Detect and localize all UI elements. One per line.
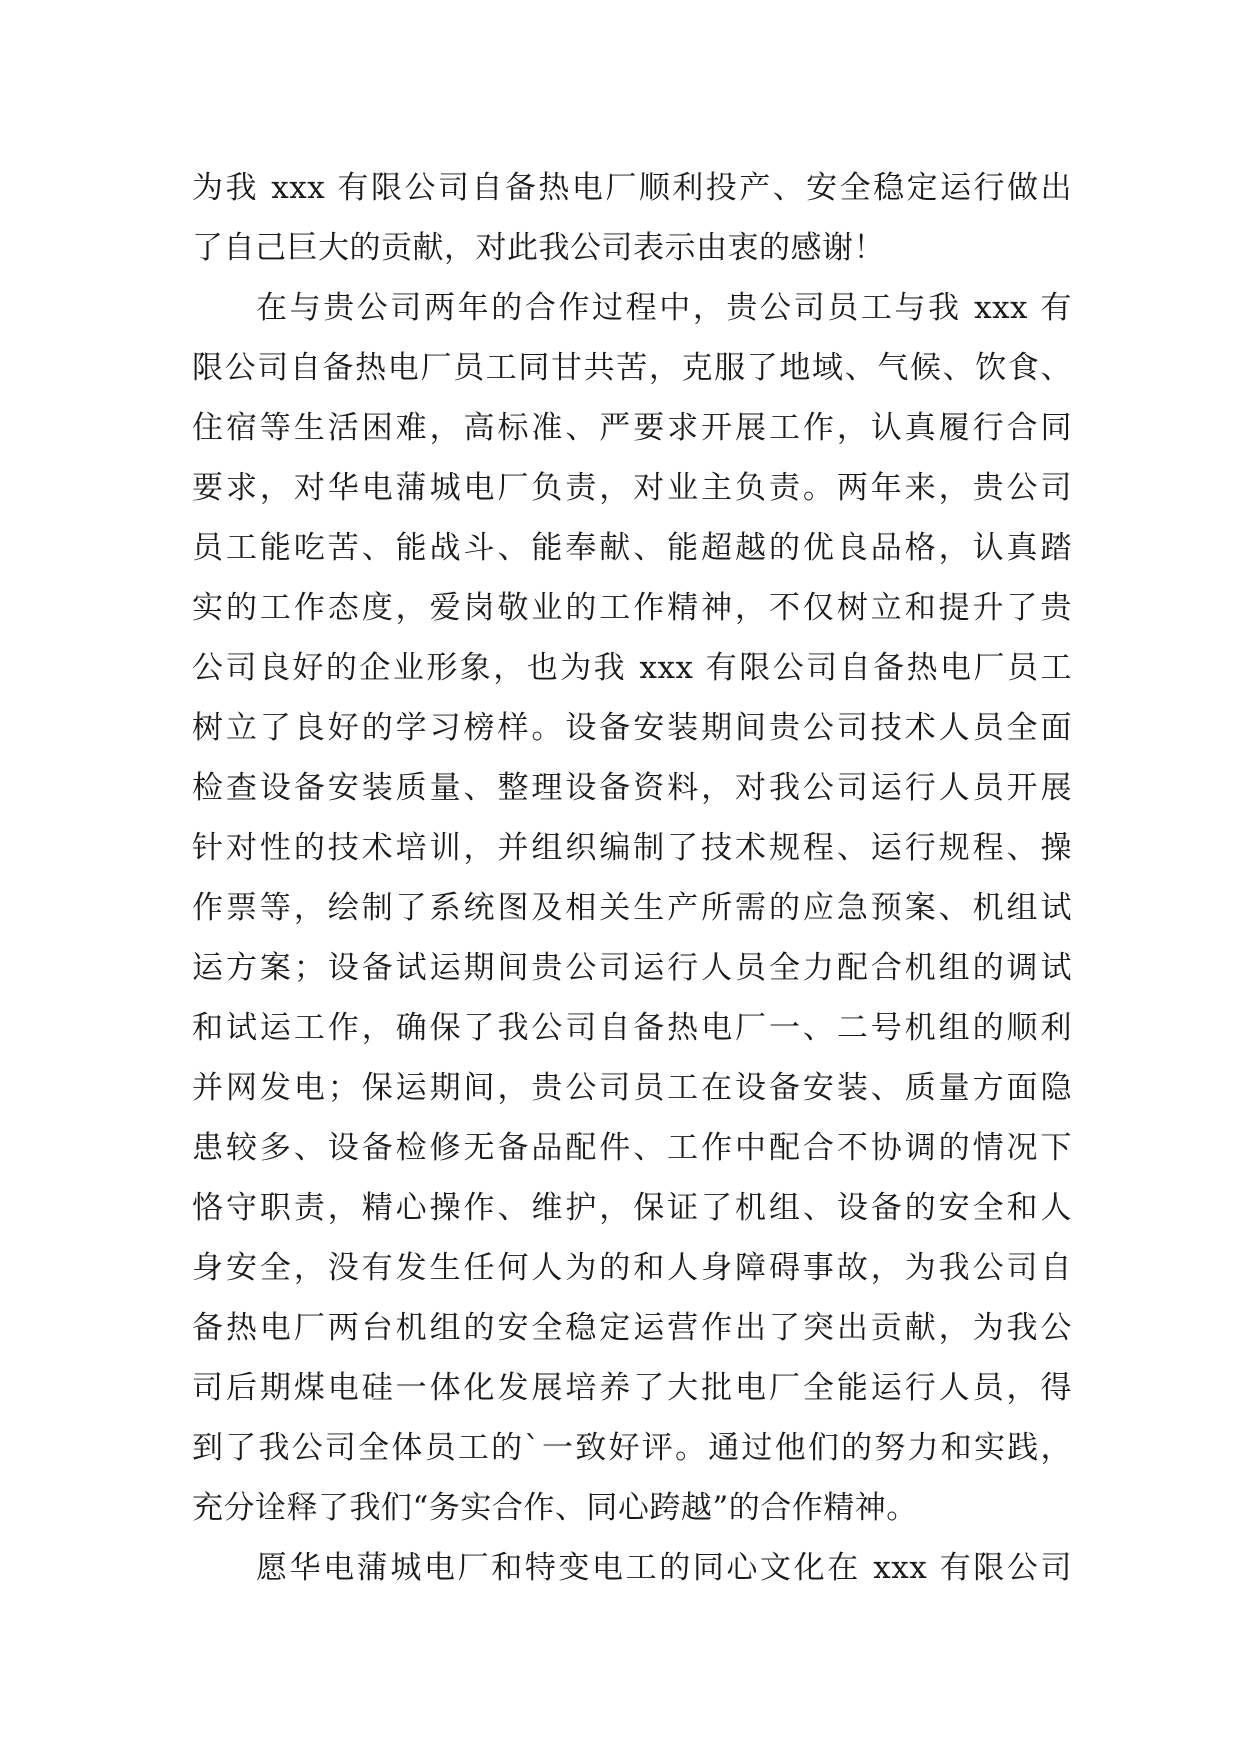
text-line: 检查设备安装质量、整理设备资料，对我公司运行人员开展	[192, 770, 1072, 806]
text-line: 备热电厂两台机组的安全稳定运营作出了突出贡献，为我公	[192, 1310, 1072, 1346]
text-line: 公司良好的企业形象，也为我 xxx 有限公司自备热电厂员工	[192, 650, 1072, 686]
paragraph-start-line: 在与贵公司两年的合作过程中，贵公司员工与我 xxx 有	[256, 290, 1072, 326]
text-line: 实的工作态度，爱岗敬业的工作精神，不仅树立和提升了贵	[192, 590, 1072, 626]
text-line: 身安全，没有发生任何人为的和人身障碍事故，为我公司自	[192, 1250, 1072, 1286]
text-line: 患较多、设备检修无备品配件、工作中配合不协调的情况下	[192, 1130, 1072, 1166]
text-line: 住宿等生活困难，高标准、严要求开展工作，认真履行合同	[192, 410, 1072, 446]
text-line: 恪守职责，精心操作、维护，保证了机组、设备的安全和人	[192, 1190, 1072, 1226]
text-line: 运方案；设备试运期间贵公司运行人员全力配合机组的调试	[192, 950, 1072, 986]
document-body	[192, 158, 1072, 1598]
text-line: 和试运工作，确保了我公司自备热电厂一、二号机组的顺利	[192, 1010, 1072, 1046]
text-line: 充分诠释了我们“务实合作、同心跨越”的合作精神。	[192, 1490, 918, 1526]
paragraph-start-line: 愿华电蒲城电厂和特变电工的同心文化在 xxx 有限公司	[256, 1550, 1072, 1586]
text-line: 为我 xxx 有限公司自备热电厂顺利投产、安全稳定运行做出	[192, 170, 1072, 206]
text-line: 并网发电；保运期间，贵公司员工在设备安装、质量方面隐	[192, 1070, 1072, 1106]
text-line: 针对性的技术培训，并组织编制了技术规程、运行规程、操	[192, 830, 1072, 866]
text-line: 限公司自备热电厂员工同甘共苦，克服了地域、气候、饮食、	[192, 350, 1072, 386]
text-line: 到了我公司全体员工的`一致好评。通过他们的努力和实践，	[192, 1430, 1072, 1466]
text-line: 了自己巨大的贡献，对此我公司表示由衷的感谢！	[192, 230, 885, 266]
text-line: 要求，对华电蒲城电厂负责，对业主负责。两年来，贵公司	[192, 470, 1072, 506]
text-line: 司后期煤电硅一体化发展培养了大批电厂全能运行人员，得	[192, 1370, 1072, 1406]
text-line: 作票等，绘制了系统图及相关生产所需的应急预案、机组试	[192, 890, 1072, 926]
text-line: 员工能吃苦、能战斗、能奉献、能超越的优良品格，认真踏	[192, 530, 1072, 566]
text-line: 树立了良好的学习榜样。设备安装期间贵公司技术人员全面	[192, 710, 1072, 746]
